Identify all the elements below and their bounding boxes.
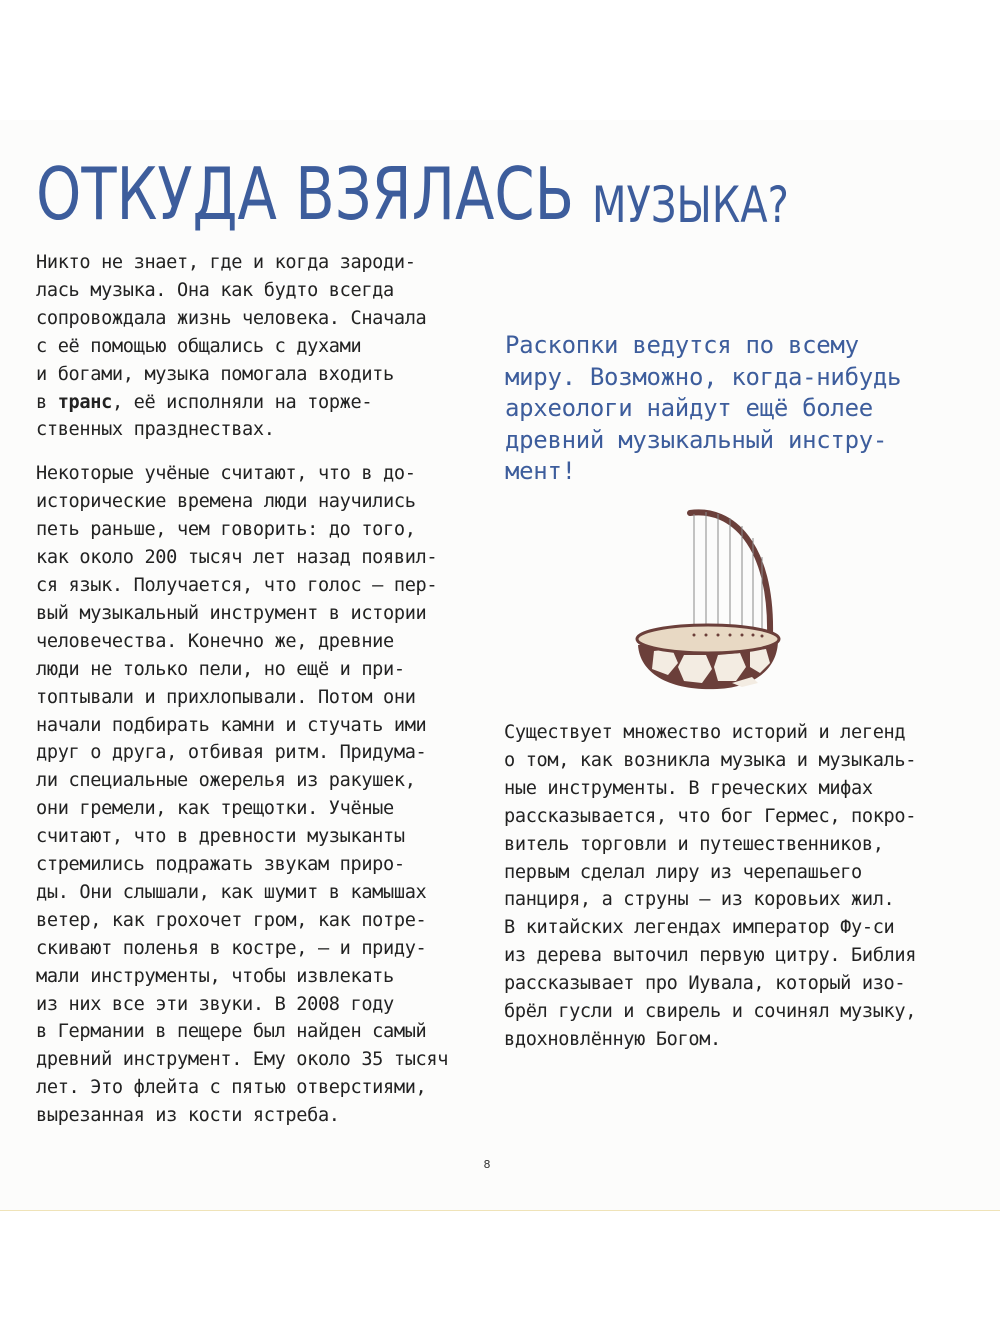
text-line: ли специальные ожерелья из ракушек,: [36, 770, 416, 792]
title-main: ОТКУДА ВЗЯЛАСЬ: [36, 152, 575, 236]
text-line: мали инструменты, чтобы извлекать: [36, 965, 394, 987]
text-fragment: в: [36, 391, 58, 413]
text-line: в Германии в пещере был найден самый: [36, 1021, 427, 1043]
text-line: панциря, а струны — из коровьих жил.: [504, 889, 895, 911]
text-line: они гремели, как трещотки. Учёные: [36, 798, 394, 820]
title-music: МУЗЫКА?: [591, 176, 789, 234]
text-line-with-bold: [36, 389, 476, 417]
page-number: 8: [483, 1158, 491, 1171]
paragraph-prehistory: [36, 460, 476, 1130]
text-line: сопровождала жизнь человека. Сначала: [36, 307, 427, 329]
text-line: В китайских легендах император Фу-си: [504, 917, 895, 939]
text-line: петь раньше, чем говорить: до того,: [36, 519, 416, 541]
text-line: из них все эти звуки. В 2008 году: [36, 993, 394, 1015]
quote-line: Раскопки ведутся по всему: [505, 331, 859, 359]
text-line: брёл гусли и свирель и сочинял музыку,: [504, 1001, 917, 1023]
text-line: люди не только пели, но ещё и при-: [36, 658, 405, 680]
text-line: исторические времена люди научились: [36, 491, 416, 513]
text-line: ся язык. Получается, что голос — пер-: [36, 574, 438, 596]
bold-term-trance: транс: [57, 391, 112, 413]
text-line: стремились подражать звукам приро-: [36, 854, 405, 876]
text-line: Некоторые учёные считают, что в до-: [36, 463, 416, 485]
text-line: как около 200 тысяч лет назад появил-: [36, 547, 438, 569]
quote-line: миру. Возможно, когда-нибудь: [505, 362, 902, 391]
shell-top: [637, 625, 779, 653]
quote-line: археологи найдут ещё более: [505, 394, 873, 422]
text-line: начали подбирать камни и стучать ими: [36, 714, 427, 736]
lyre-strings: [694, 512, 762, 633]
paragraph-origin: [36, 249, 476, 444]
text-line: и богами, музыка помогала входить: [36, 363, 394, 385]
text-line: вдохновлённую Богом.: [504, 1028, 721, 1050]
text-line: рассказывается, что бог Гермес, покро-: [504, 805, 917, 827]
text-line: рассказывает про Иувала, который изо-: [504, 973, 906, 995]
lyre-illustration: [632, 505, 782, 695]
text-line: друг о друга, отбивая ритм. Придума-: [36, 742, 427, 764]
text-line: ды. Они слышали, как шумит в камышах: [36, 881, 427, 903]
page-title: [36, 150, 838, 236]
text-line: Никто не знает, где и когда зароди-: [36, 252, 416, 273]
text-line: скивают поленья в костре, — и приду-: [36, 937, 427, 959]
text-line: витель торговли и путешественников,: [504, 833, 884, 855]
text-line: из дерева выточил первую цитру. Библия: [504, 945, 917, 967]
right-column: [504, 719, 964, 1054]
text-line: древний инструмент. Ему около 35 тысяч: [36, 1049, 449, 1071]
text-line: ственных празднествах.: [36, 419, 275, 441]
quote-line: древний музыкальный инстру-: [505, 425, 888, 454]
text-line: человечества. Конечно же, древние: [36, 630, 394, 652]
text-line: топтывали и прихлопывали. Потом они: [36, 686, 416, 708]
text-line: вый музыкальный инструмент в истории: [36, 602, 427, 624]
callout-quote: [505, 330, 975, 488]
text-line: считают, что в древности музыканты: [36, 826, 405, 848]
text-line: вырезанная из кости ястреба.: [36, 1105, 340, 1127]
text-line: лась музыка. Она как будто всегда: [36, 279, 394, 301]
text-line: лет. Это флейта с пятью отверстиями,: [36, 1077, 427, 1099]
text-line: ные инструменты. В греческих мифах: [504, 777, 873, 799]
text-line: о том, как возникла музыка и музыкаль-: [504, 749, 917, 771]
quote-line: мент!: [505, 457, 576, 485]
text-line: Существует множество историй и легенд: [504, 722, 906, 743]
left-column: [36, 249, 476, 1146]
text-line: ветер, как грохочет гром, как потре-: [36, 909, 427, 931]
text-line: первым сделал лиру из черепашьего: [504, 861, 862, 883]
text-fragment: , её исполняли на торже-: [111, 391, 373, 413]
text-line: с её помощью общались с духами: [36, 335, 362, 357]
